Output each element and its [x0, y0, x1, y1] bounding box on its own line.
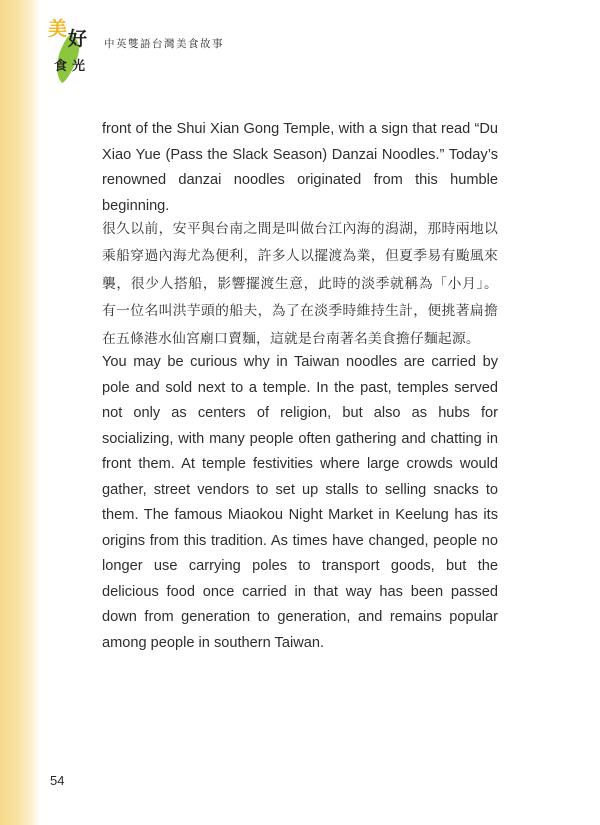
paragraph-english-1: front of the Shui Xian Gong Temple, with a sign that read “Du Xiao Yue (Pass the Slack Season) Danzai Noodles.” Today’s renowned danzai noodles originated from this humble beginning.	[102, 121, 498, 214]
page-number: 54	[50, 773, 65, 788]
series-title: 中英雙語台灣美食故事	[104, 38, 224, 50]
logo-char-shi: 食	[54, 59, 68, 74]
logo-char-hao: 好	[68, 28, 88, 50]
side-color-strip	[0, 0, 40, 825]
series-logo	[46, 20, 102, 84]
logo-char-mei: 美	[48, 18, 68, 40]
paragraph-chinese: 很久以前，安平與台南之間是叫做台江內海的潟湖，那時兩地以乘船穿過內海尤為便利，許多人以擺渡為業，但夏季易有颱風來襲，很少人搭船，影響擺渡生意，此時的淡季就稱為「小月」。有一位名叫洪芋頭的船夫，為了在淡季時維持生計，便挑著扁擔在五條港水仙宮廟口賣麵，這就是台南著名美食擔仔麵起源。	[102, 221, 498, 347]
logo-char-guang: 光	[72, 59, 86, 74]
paragraph-english-2: You may be curious why in Taiwan noodles are carried by pole and sold next to a temple. In the past, temples served not only as centers of religion, but also as hubs for socializing, with many people often gathering and chatting in front them. At temple festivities where large crowds would gather, street vendors to set up stalls to selling snacks to them. The famous Miaokou Night Market in Keelung has its origins from this tradition. As times have changed, people no longer use carrying poles to transport goods, but the delicious food once carried in that way has been passed down from generation to generation, and remains popular among people in southern Taiwan.	[102, 354, 498, 651]
